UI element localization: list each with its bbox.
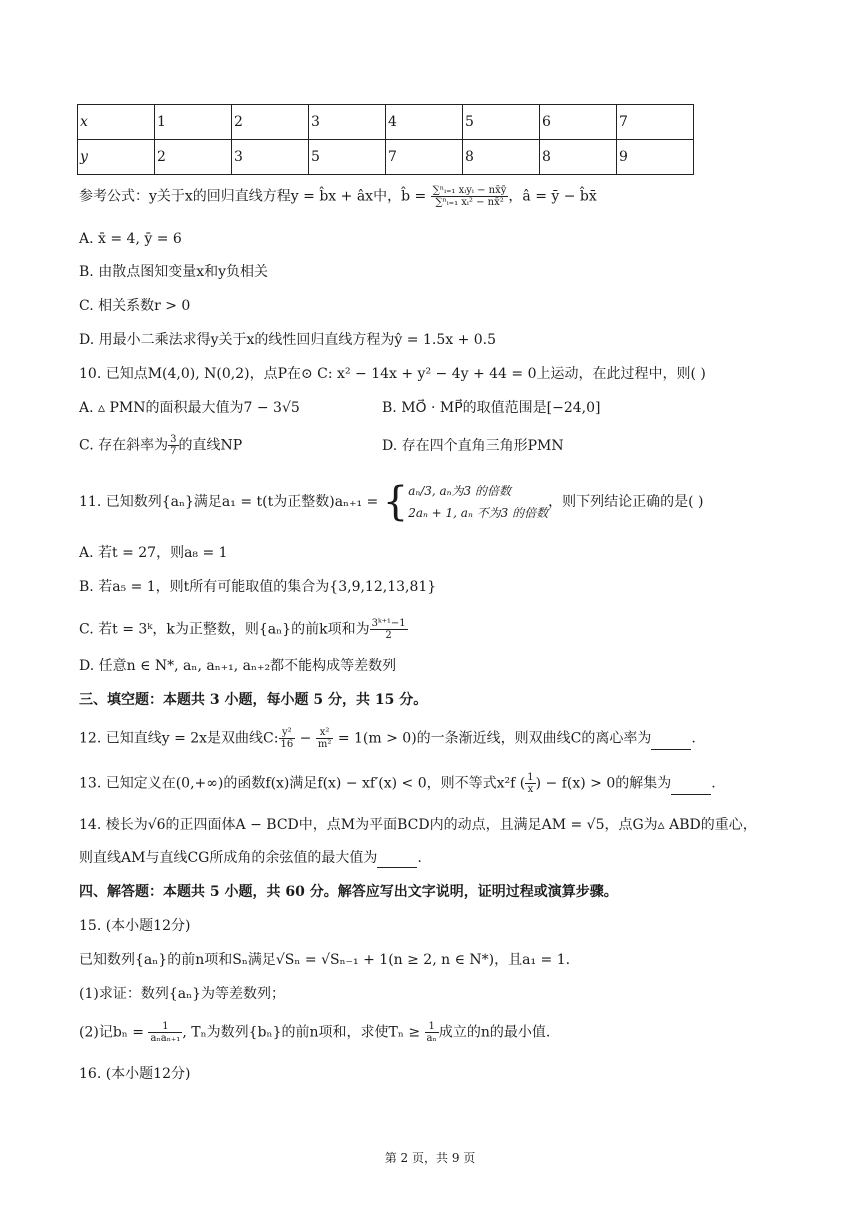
sum-fraction [370, 618, 408, 641]
hyperbola-fraction-1 [279, 727, 296, 750]
q9-option-a: A. x̄ = 4, ȳ = 6 [79, 231, 182, 247]
q15-part-2 [79, 1021, 550, 1044]
fraction-numerator: 1 [148, 1021, 182, 1033]
fraction-denominator: x [527, 784, 534, 795]
q10-c-pre: C. 存在斜率为 [79, 437, 169, 454]
fraction-denominator: aₙ [426, 1033, 437, 1044]
q11-option-b: B. 若a₅ = 1，则t所有可能取值的集合为{3,9,12,13,81} [79, 579, 437, 595]
formula-text-a: y关于x的回归直线方程y = b̂x + âx中，b̂ = [149, 188, 431, 205]
table-cell: 8 [463, 140, 540, 175]
q15-part-1: (1)求证：数列{aₙ}为等差数列； [79, 986, 286, 1002]
bn-fraction [148, 1021, 182, 1044]
table-cell: 6 [540, 105, 617, 140]
q12-mid: − [295, 730, 316, 747]
q16-heading: 16. (本小题12分) [79, 1066, 191, 1082]
hyperbola-fraction-2 [316, 727, 334, 750]
table-cell: 1 [155, 105, 232, 140]
q15-p2-post: 成立的n的最小值. [438, 1024, 551, 1041]
slope-fraction [168, 434, 178, 457]
q15-p2-pre: (2)记bₙ = [79, 1024, 149, 1041]
sum-numerator: 3ᵏ⁺¹−1 [371, 618, 406, 629]
slope-denominator: 7 [170, 446, 177, 457]
table-cell: 9 [617, 140, 694, 175]
table-cell: 3 [309, 105, 386, 140]
q14-line-2-text: 则直线AM与直线CG所成角的余弦值的最大值为 [79, 850, 378, 866]
table-cell: 8 [540, 140, 617, 175]
fraction-denominator: aₙaₙ₊₁ [150, 1033, 181, 1044]
q9-option-b: B. 由散点图知变量x和y负相关 [79, 264, 268, 280]
table-cell: 5 [463, 105, 540, 140]
answer-blank [377, 853, 417, 868]
table-cell: x [78, 105, 155, 140]
q15-heading: 15. (本小题12分) [79, 918, 191, 934]
q10-option-a: A. ▵ PMN的面积最大值为7 − 3√5 [79, 400, 300, 416]
q10-option-c [79, 434, 242, 457]
q10-c-post: 的直线NP [178, 437, 243, 454]
bhat-denominator: ∑ⁿᵢ₌₁ xᵢ² − nx̄² [435, 197, 504, 208]
table-cell: y [78, 140, 155, 175]
fraction-numerator: 1 [527, 772, 534, 783]
table-cell: 4 [386, 105, 463, 140]
table-cell: 3 [232, 140, 309, 175]
q12-pre: 12. 已知直线y = 2x是双曲线C: [79, 730, 279, 747]
reference-formula [79, 185, 597, 208]
q10-stem: 10. 已知点M(4,0), N(0,2)，点P在⊙ C: x² − 14x + y² − 4y + 44 = 0上运动，在此过程中，则( ) [79, 366, 706, 382]
formula-text-b: ，â = ȳ − b̂x̄ [508, 188, 597, 205]
answer-blank [671, 780, 711, 795]
q12: 12. 已知直线y = 2x是双曲线C: $\frac{\text{y²}}{16}$ − $\frac{\text{x²}}{\text{m²}}$ = 1(m > 0)的一条渐近线，则双曲线C的离心率为 . [79, 727, 696, 750]
fraction-denominator: m² [317, 739, 332, 750]
fraction-numerator: x² [316, 727, 334, 739]
piecewise-cases [408, 480, 548, 524]
q9-option-c: C. 相关系数r > 0 [79, 298, 191, 314]
fraction-denominator: 16 [280, 739, 294, 750]
q10-option-b: B. MO⃗ · MP⃗的取值范围是[−24,0] [382, 400, 601, 416]
piecewise-case-2: 2aₙ + 1, aₙ 不为3 的倍数 [408, 506, 549, 520]
piecewise-case-1: aₙ/3, aₙ为3 的倍数 [408, 484, 511, 498]
section-3-heading: 三、填空题：本题共 3 小题，每小题 5 分，共 15 分。 [79, 692, 428, 708]
q14-line-1: 14. 棱长为√6的正四面体A − BCD中，点M为平面BCD内的动点，且满足AM = √5，点G为▵ ABD的重心， [79, 817, 757, 833]
table-cell: 2 [155, 140, 232, 175]
page-footer: 第 2 页，共 9 页 [384, 1151, 476, 1165]
q9-option-d: D. 用最小二乘法求得y关于x的线性回归直线方程为ŷ = 1.5x + 0.5 [79, 332, 497, 348]
q11-stem-pre: 11. 已知数列{aₙ}满足a₁ = t(t为正整数)aₙ₊₁ = [79, 494, 383, 510]
table-cell: 7 [386, 140, 463, 175]
table-cell: 7 [617, 105, 694, 140]
q11-option-c [79, 618, 408, 641]
q15-stem: 已知数列{aₙ}的前n项和Sₙ满足√Sₙ = √Sₙ₋₁ + 1(n ≥ 2, n ∈ N*)，且a₁ = 1. [79, 952, 571, 968]
q10-option-d: D. 存在四个直角三角形PMN [382, 438, 564, 454]
section-4-heading: 四、解答题：本题共 5 小题，共 60 分。解答应写出文字说明，证明过程或演算步骤。 [79, 884, 618, 900]
table-cell: 5 [309, 140, 386, 175]
formula-prefix: 参考公式： [79, 188, 149, 205]
bhat-fraction [431, 185, 509, 208]
sum-denominator: 2 [385, 630, 392, 641]
bhat-numerator: ∑ⁿᵢ₌₁ xᵢyᵢ − nx̄ȳ [432, 185, 507, 196]
reciprocal-fraction [525, 772, 535, 795]
q13-post: − f(x) > 0的解集为 [541, 775, 672, 792]
inverse-an-fraction [425, 1021, 439, 1044]
q11-c-pre: C. 若t = 3ᵏ，k为正整数，则{aₙ}的前k项和为 [79, 621, 370, 638]
slope-numerator: 3 [170, 434, 177, 445]
data-table [77, 104, 694, 175]
q11-stem [79, 478, 703, 526]
table-cell: 2 [232, 105, 309, 140]
answer-blank [651, 735, 691, 750]
table-row [78, 105, 694, 140]
fraction-numerator: y² [279, 727, 296, 739]
q15-p2-mid: , Tₙ为数列{bₙ}的前n项和，求使Tₙ ≥ [182, 1024, 425, 1041]
q11-stem-post: ，则下列结论正确的是( ) [548, 494, 704, 510]
q14-line-2: 则直线AM与直线CG所成角的余弦值的最大值为 . [79, 850, 422, 866]
piecewise-brace: { [382, 479, 409, 525]
q13-pre: 13. 已知定义在(0,+∞)的函数f(x)满足f(x) − xf′(x) < 0，则不等式x²f [79, 775, 520, 792]
q11-option-a: A. 若t = 27，则a₈ = 1 [79, 545, 228, 561]
fraction-numerator: 1 [425, 1021, 439, 1033]
q12-post: = 1(m > 0)的一条渐近线，则双曲线C的离心率为 [333, 730, 652, 747]
q13: 13. 已知定义在(0,+∞)的函数f(x)满足f(x) − xf′(x) < 0，则不等式x²f ( $\frac{1}{x}$ ) − f(x) > 0的解集为 . [79, 772, 716, 795]
q11-option-d: D. 任意n ∈ N*, aₙ, aₙ₊₁, aₙ₊₂都不能构成等差数列 [79, 658, 397, 674]
table-row [78, 140, 694, 175]
